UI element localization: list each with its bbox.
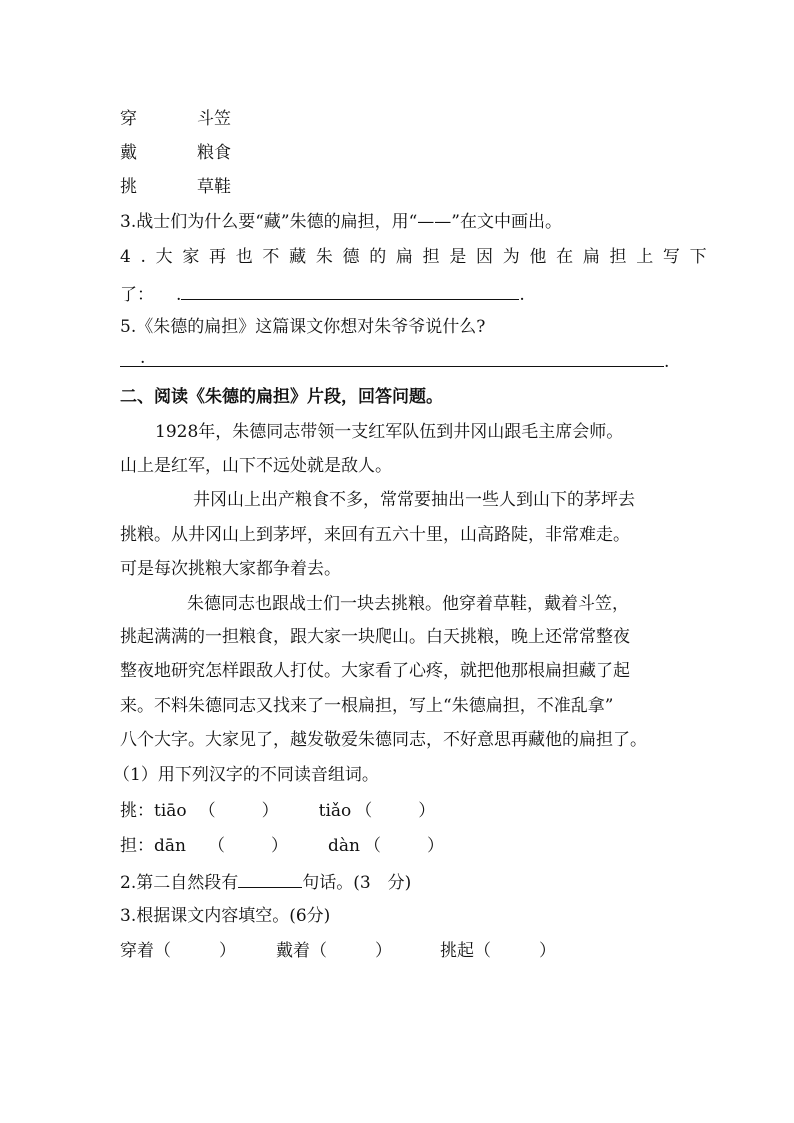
passage-p1-line-2: 山上是红军，山下不远处就是敌人。 — [120, 456, 392, 476]
match-noun: 粮食 — [197, 143, 231, 163]
pinyin-tiao-1: tiāo — [154, 801, 187, 821]
paren-close: ） — [270, 836, 288, 856]
paren-close: ） — [539, 941, 556, 961]
fill-label-tiao: 挑起（ — [440, 941, 491, 961]
question-4-dot: . — [176, 285, 182, 305]
match-row-1 — [120, 108, 231, 130]
match-verb: 戴 — [120, 143, 137, 163]
fill-label-chuan: 穿着（ — [120, 941, 171, 961]
passage-p3-line-4: 来。不料朱德同志又找来了一根扁担，写上“朱德扁担，不准乱拿” — [120, 696, 614, 716]
sub-question-2 — [120, 870, 411, 894]
passage-p3-line-3: 整夜地研究怎样跟敌人打仗。大家看了心疼，就把他那根扁担藏了起 — [120, 661, 630, 681]
passage-p3-line-2: 挑起满满的一担粮食，跟大家一块爬山。白天挑粮，晚上还常常整夜 — [120, 627, 630, 647]
answer-blank-q4[interactable] — [181, 282, 519, 300]
sub-question-1: （1）用下列汉字的不同读音组词。 — [113, 765, 379, 785]
paren-close: ） — [418, 801, 436, 821]
fill-row — [120, 940, 556, 962]
pinyin-dan-2: dàn — [327, 836, 360, 856]
paren-open: （ — [363, 836, 381, 856]
question-5: 5.《朱德的扁担》这篇课文你想对朱爷爷说什么? — [120, 317, 486, 337]
question-4-line-1: 4.大家再也不藏朱德的扁担是因为他在扁担上写下 — [120, 247, 717, 267]
question-4-end: . — [519, 285, 525, 305]
pinyin-row-dan — [120, 835, 444, 857]
paren-close: ） — [375, 941, 392, 961]
question-5-dot: . — [140, 348, 146, 368]
sub-question-3: 3.根据课文内容填空。(6分) — [120, 906, 331, 926]
match-noun: 草鞋 — [197, 177, 231, 197]
passage-p2-line-1: 井冈山上出产粮食不多，常常要抽出一些人到山下的茅坪去 — [193, 490, 635, 510]
answer-blank-sentence-count[interactable] — [238, 870, 302, 888]
passage-p2-line-3: 可是每次挑粮大家都争着去。 — [120, 559, 341, 579]
passage-p3-line-1: 朱德同志也跟战士们一块去挑粮。他穿着草鞋，戴着斗笠， — [187, 594, 629, 614]
paren-open: （ — [207, 836, 225, 856]
question-5-answer-line — [120, 349, 669, 373]
fill-label-dai: 戴着（ — [276, 941, 327, 961]
passage-p1-line-1: 1928年，朱德同志带领一支红军队伍到井冈山跟毛主席会师。 — [155, 422, 624, 442]
pinyin-tiao-2: tiǎo — [318, 801, 352, 821]
passage-p2-line-2: 挑粮。从井冈山上到茅坪，来回有五六十里，山高路陡，非常难走。 — [120, 525, 630, 545]
paren-open: （ — [198, 801, 216, 821]
match-row-3 — [120, 176, 231, 198]
match-noun: 斗笠 — [197, 109, 231, 129]
question-5-end: . — [664, 352, 670, 372]
answer-blank-q5[interactable] — [120, 349, 664, 367]
paren-open: （ — [355, 801, 373, 821]
paren-close: ） — [219, 941, 236, 961]
match-verb: 挑 — [120, 177, 137, 197]
question-4-line-2 — [120, 282, 525, 306]
sub-question-2-suffix: 句话。(3 分) — [302, 873, 412, 893]
char-label-tiao: 挑： — [120, 801, 154, 821]
question-4-prefix: 了： — [120, 285, 154, 305]
paren-close: ） — [426, 836, 444, 856]
passage-p3-line-5: 八个大字。大家见了，越发敬爱朱德同志，不好意思再藏他的扁担了。 — [120, 730, 647, 750]
question-3: 3.战士们为什么要“藏”朱德的扁担，用“——”在文中画出。 — [120, 212, 562, 232]
paren-close: ） — [261, 801, 279, 821]
pinyin-dan-1: dān — [154, 836, 186, 856]
section-2-heading: 二、阅读《朱德的扁担》片段，回答问题。 — [120, 387, 443, 407]
match-verb: 穿 — [120, 109, 137, 129]
match-row-2 — [120, 142, 231, 164]
char-label-dan: 担： — [120, 836, 154, 856]
sub-question-2-prefix: 2.第二自然段有 — [120, 873, 239, 893]
pinyin-row-tiao — [120, 800, 435, 822]
